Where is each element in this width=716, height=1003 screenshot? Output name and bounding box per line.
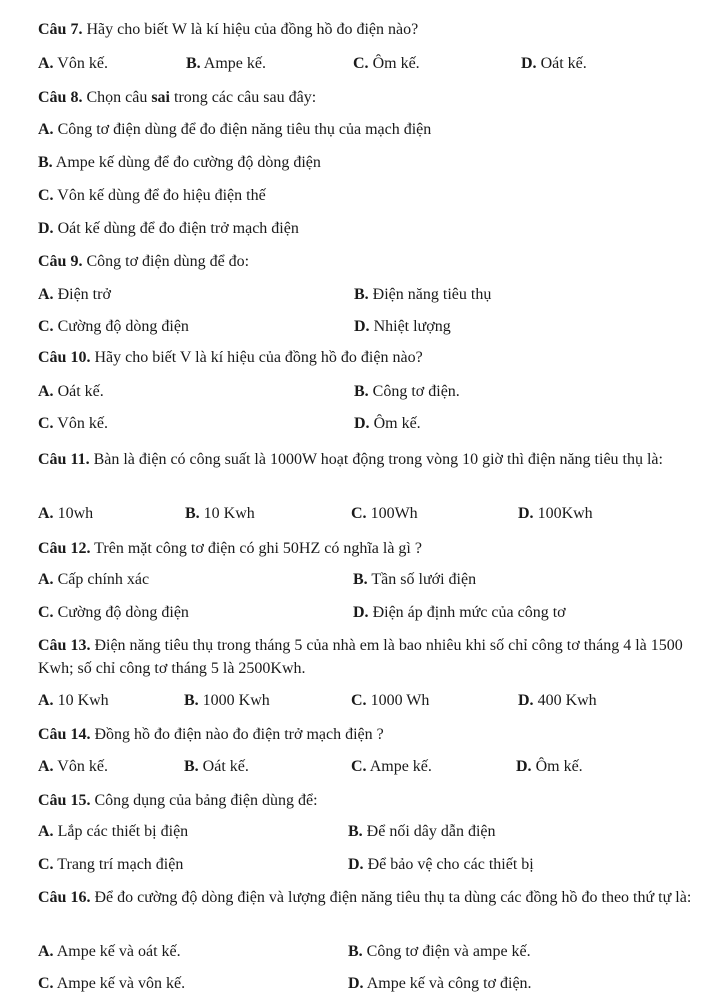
option-c: C. Vôn kế dùng để đo hiệu điện thế <box>38 187 266 204</box>
options-row <box>38 568 698 592</box>
option-c: C. 100Wh <box>351 505 418 522</box>
question-text: Bàn là điện có công suất là 1000W hoạt động trong vòng 10 giờ thì điện năng tiêu thụ là: <box>93 451 663 468</box>
option-b: B. Điện năng tiêu thụ <box>354 286 492 303</box>
option-a: A. Cấp chính xác <box>38 571 150 588</box>
option-c: C. Ampe kế. <box>351 758 432 775</box>
options-row <box>38 755 698 779</box>
question-number: Câu 11. <box>38 451 90 468</box>
option-a: A. Vôn kế. <box>38 758 108 775</box>
question-8 <box>38 86 698 109</box>
question-number: Câu 8. <box>38 89 83 106</box>
option-d: D. Oát kế dùng để đo điện trở mạch điện <box>38 220 299 237</box>
option-a: A. Điện trở <box>38 286 111 303</box>
question-number: Câu 9. <box>38 253 83 270</box>
question-number: Câu 10. <box>38 349 91 366</box>
question-number: Câu 7. <box>38 21 83 38</box>
question-text: Điện năng tiêu thụ trong tháng 5 của nhà em là bao nhiêu khi số chỉ công tơ tháng 4 là 1500 Kwh; số chỉ công tơ tháng 5 là 2500Kwh. <box>38 637 683 677</box>
options-row <box>38 820 698 844</box>
option-c: C. Cường độ dòng điện <box>38 318 189 335</box>
option-a: A. Ampe kế và oát kế. <box>38 943 181 960</box>
option-c: C. Ampe kế và vôn kế. <box>38 975 186 992</box>
option-d: D. Nhiệt lượng <box>354 318 451 335</box>
option-b: B. Ampe kế. <box>186 55 266 72</box>
question-number: Câu 14. <box>38 726 91 743</box>
question-number: Câu 16. <box>38 889 91 906</box>
question-13 <box>38 634 698 680</box>
options-row <box>38 853 698 877</box>
question-text: Chọn câu sai trong các câu sau đây: <box>86 89 317 106</box>
option-b: B. Công tơ điện và ampe kế. <box>348 943 531 960</box>
option-b: B. 10 Kwh <box>185 505 255 522</box>
option-d: D. Oát kế. <box>521 55 587 72</box>
option-d: D. Ôm kế. <box>516 758 583 775</box>
option-a: A. Lắp các thiết bị điện <box>38 823 189 840</box>
option-c: C. Trang trí mạch điện <box>38 856 184 873</box>
question-15 <box>38 789 698 812</box>
option-c: C. Cường độ dòng điện <box>38 604 189 621</box>
option-b: B. 1000 Kwh <box>184 692 270 709</box>
question-text: Công tơ điện dùng để đo: <box>86 253 250 270</box>
option-c: C. Ôm kế. <box>353 55 420 72</box>
options-row <box>38 502 698 526</box>
question-7 <box>38 18 698 41</box>
options-row <box>38 52 698 76</box>
question-10 <box>38 346 698 369</box>
options-row <box>38 283 698 307</box>
option-d: D. 400 Kwh <box>518 692 597 709</box>
question-14 <box>38 723 698 746</box>
question-11 <box>38 448 698 471</box>
options-row <box>38 940 698 964</box>
option-d: D. Để bảo vệ cho các thiết bị <box>348 856 534 873</box>
question-text: Để đo cường độ dòng điện và lượng điện năng tiêu thụ ta dùng các đồng hồ đo theo thứ tự là: <box>94 889 692 906</box>
question-text: Hãy cho biết W là kí hiệu của đồng hồ đo điện nào? <box>86 21 419 38</box>
options-row <box>38 601 698 625</box>
option-a: A. Công tơ điện dùng để đo điện năng tiêu thụ của mạch điện <box>38 121 432 138</box>
question-number: Câu 13. <box>38 637 91 654</box>
option-d: D. Điện áp định mức của công tơ <box>353 604 566 621</box>
question-9 <box>38 250 698 273</box>
question-text: Hãy cho biết V là kí hiệu của đồng hồ đo điện nào? <box>94 349 423 366</box>
question-text: Trên mặt công tơ điện có ghi 50HZ có nghĩa là gì ? <box>94 540 422 557</box>
option-b: B. Công tơ điện. <box>354 383 460 400</box>
options-row <box>38 380 698 404</box>
options-row <box>38 689 698 713</box>
option-d: D. Ôm kế. <box>354 415 421 432</box>
option-b: B. Ampe kế dùng để đo cường độ dòng điện <box>38 154 321 171</box>
option-b: B. Tần số lưới điện <box>353 571 477 588</box>
question-number: Câu 12. <box>38 540 91 557</box>
option-a: A. Vôn kế. <box>38 55 108 72</box>
options-row <box>38 972 698 996</box>
option-b: B. Để nối dây dẫn điện <box>348 823 496 840</box>
question-text: Công dụng của bảng điện dùng để: <box>94 792 318 809</box>
option-c: C. Vôn kế. <box>38 415 108 432</box>
option-a: A. 10 Kwh <box>38 692 109 709</box>
option-d: D. 100Kwh <box>518 505 593 522</box>
option-a: A. Oát kế. <box>38 383 104 400</box>
question-12 <box>38 537 698 560</box>
question-16 <box>38 886 698 909</box>
question-text: Đồng hồ đo điện nào đo điện trở mạch điện ? <box>94 726 384 743</box>
question-number: Câu 15. <box>38 792 91 809</box>
option-c: C. 1000 Wh <box>351 692 430 709</box>
option-a: A. 10wh <box>38 505 94 522</box>
options-row <box>38 315 698 339</box>
option-d: D. Ampe kế và công tơ điện. <box>348 975 532 992</box>
options-row <box>38 412 698 436</box>
option-b: B. Oát kế. <box>184 758 249 775</box>
